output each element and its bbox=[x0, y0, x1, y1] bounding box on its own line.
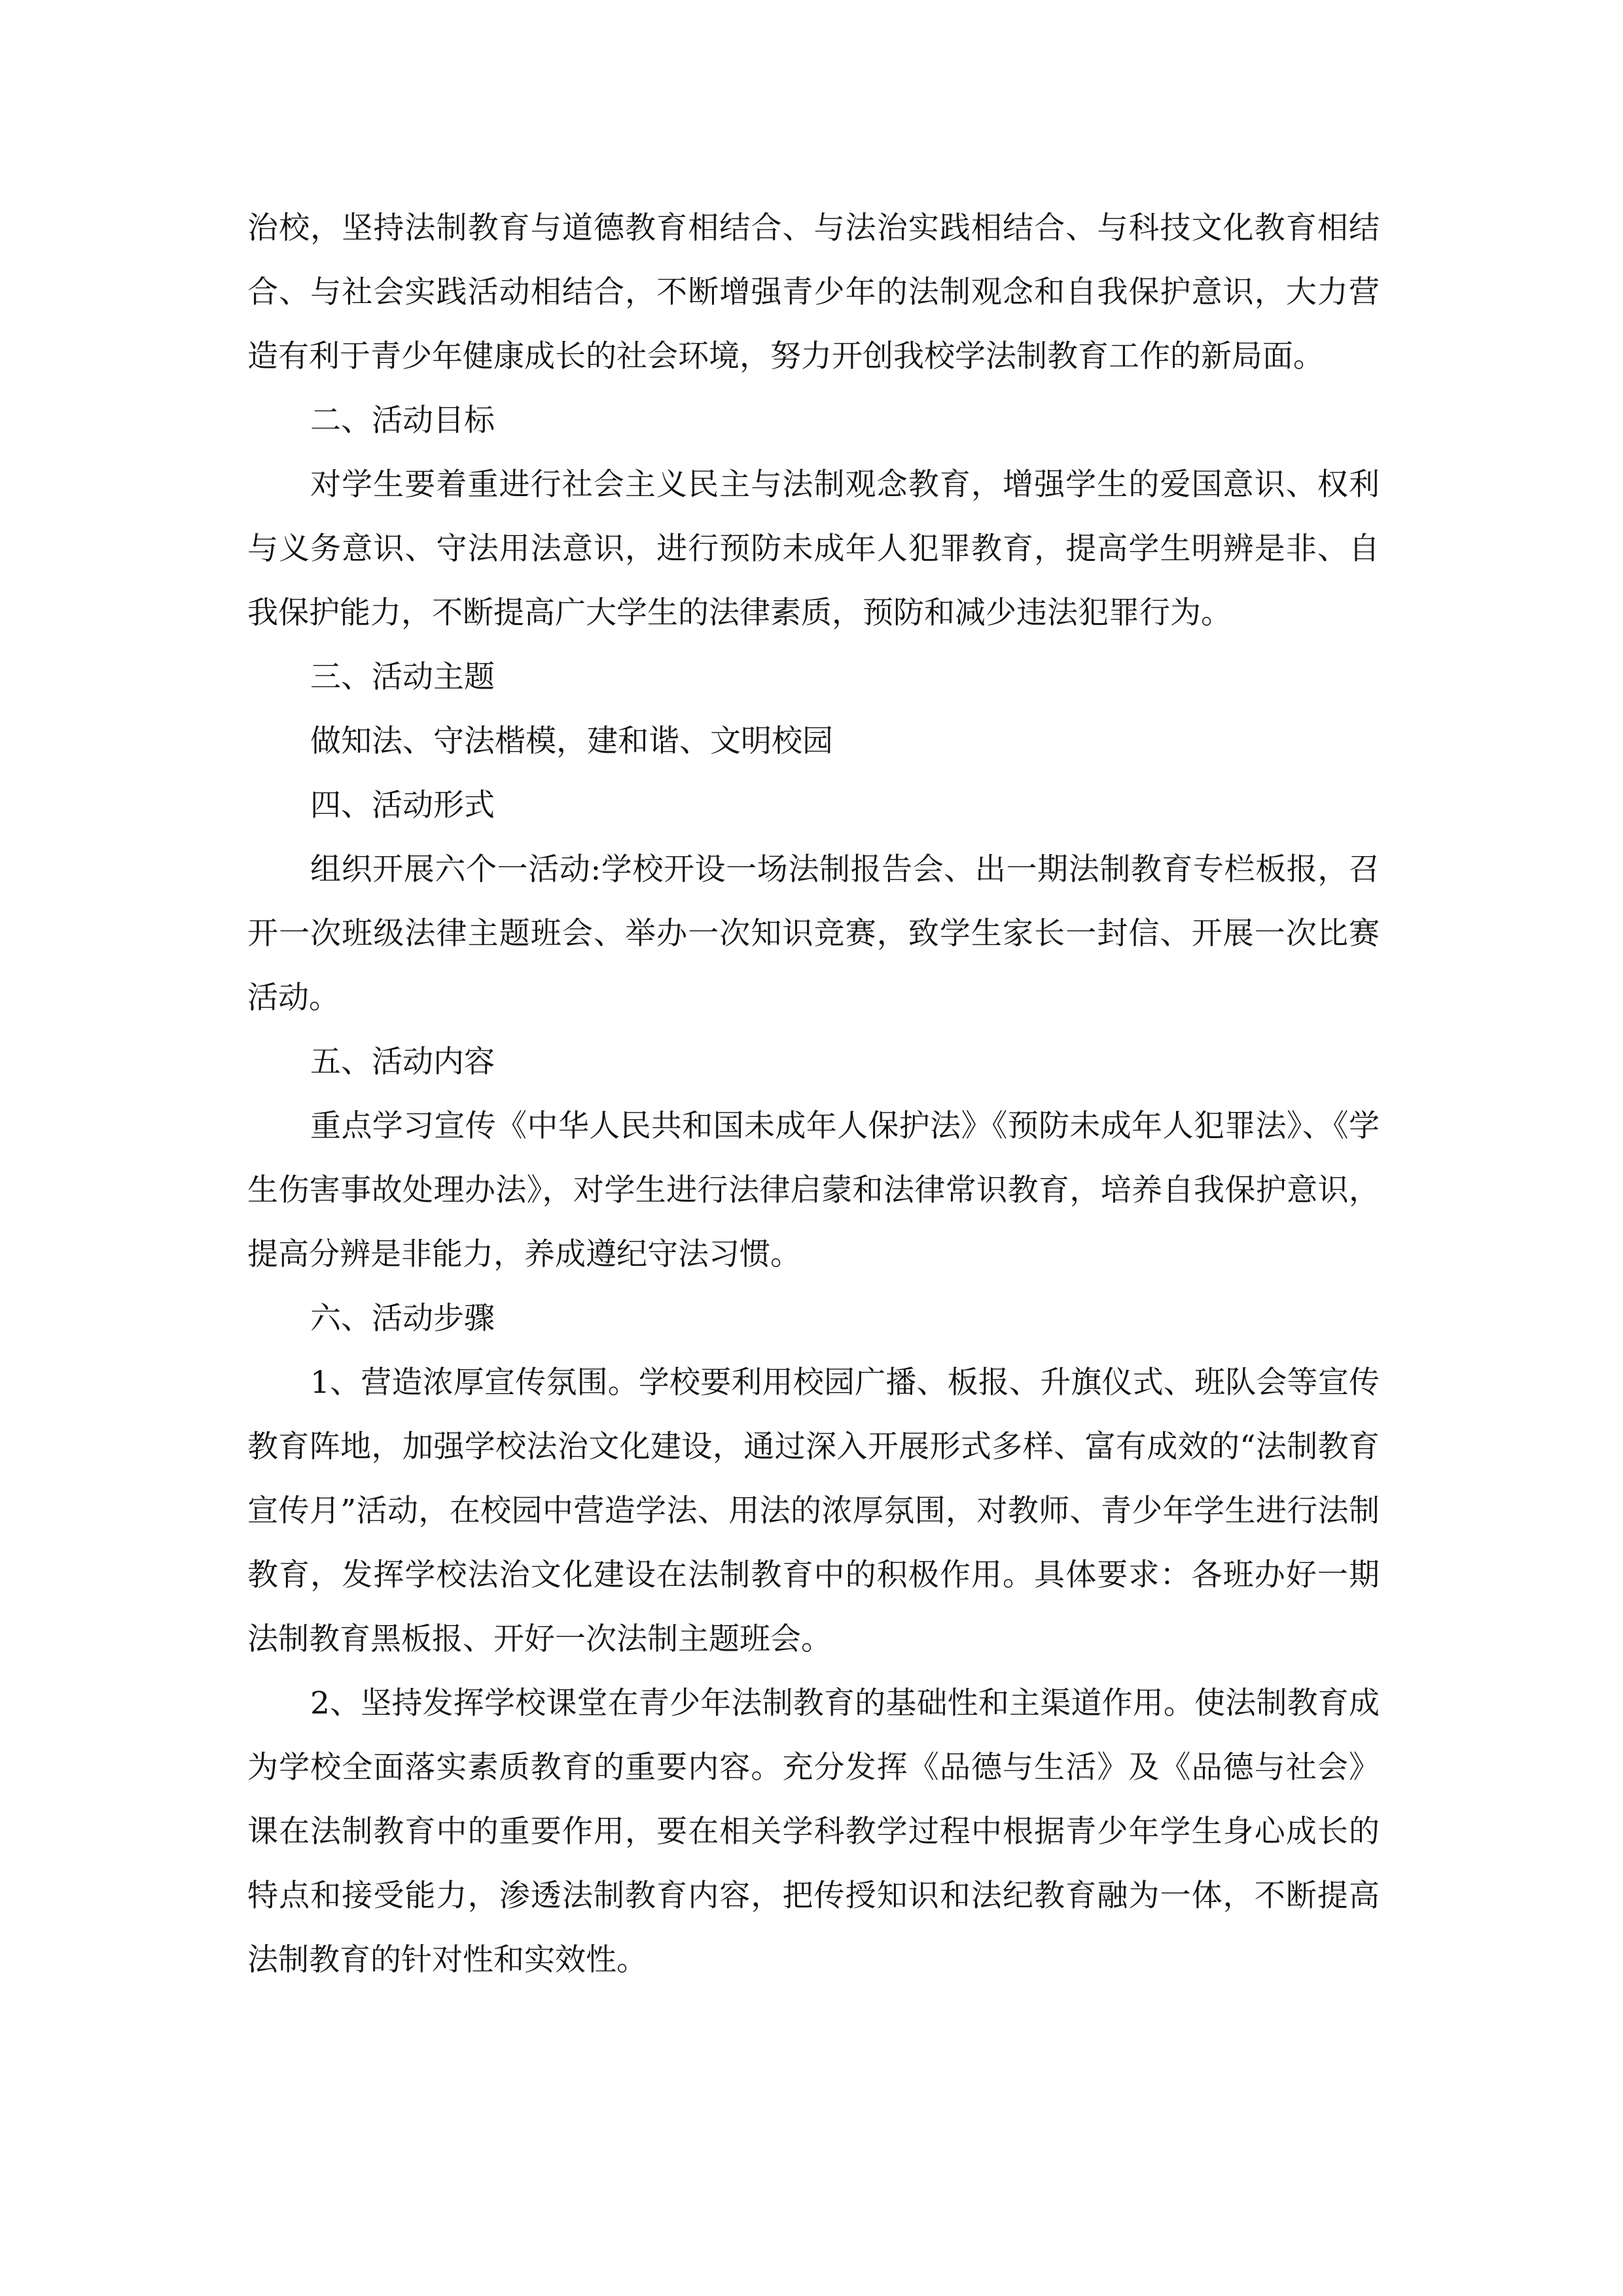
paragraph-activity-form: 组织开展六个一活动:学校开设一场法制报告会、出一期法制教育专栏板报，召开一次班级法律主题班会、举办一次知识竞赛，致学生家长一封信、开展一次比赛活动。 bbox=[247, 852, 1380, 1016]
paragraph-step-2: 2、坚持发挥学校课堂在青少年法制教育的基础性和主渠道作用。使法制教育成为学校全面落实素质教育的重要内容。充分发挥《品德与生活》及《品德与社会》课在法制教育中的重要作用，要在相关学科教学过程中根据青少年学生身心成长的特点和接受能力，渗透法制教育内容，把传授知识和法纪教育融为一体，不断提高法制教育的针对性和实效性。 bbox=[247, 1685, 1380, 1978]
heading-activity-steps: 六、活动步骤 bbox=[310, 1300, 495, 1336]
heading-activity-goals: 二、活动目标 bbox=[310, 403, 495, 439]
paragraph-activity-goals: 对学生要着重进行社会主义民主与法制观念教育，增强学生的爱国意识、权利与义务意识、守法用法意识，进行预防未成年人犯罪教育，提高学生明辨是非、自我保护能力，不断提高广大学生的法律素质，预防和减少违法犯罪行为。 bbox=[247, 467, 1380, 631]
heading-activity-form: 四、活动形式 bbox=[310, 787, 495, 823]
paragraph-activity-theme: 做知法、守法楷模，建和谐、文明校园 bbox=[310, 723, 833, 759]
paragraph-activity-content: 重点学习宣传《中华人民共和国未成年人保护法》《预防未成年人犯罪法》、《学生伤害事故处理办法》，对学生进行法律启蒙和法律常识教育，培养自我保护意识，提高分辨是非能力，养成遵纪守法习惯。 bbox=[247, 1108, 1380, 1272]
heading-activity-theme: 三、活动主题 bbox=[310, 659, 495, 695]
heading-activity-content: 五、活动内容 bbox=[310, 1044, 495, 1080]
paragraph-step-1: 1、营造浓厚宣传氛围。学校要利用校园广播、板报、升旗仪式、班队会等宣传教育阵地，加强学校法治文化建设，通过深入开展形式多样、富有成效的“法制教育宣传月”活动，在校园中营造学法、用法的浓厚氛围，对教师、青少年学生进行法制教育，发挥学校法治文化建设在法制教育中的积极作用。具体要求：各班办好一期法制教育黑板报、开好一次法制主题班会。 bbox=[247, 1365, 1380, 1657]
paragraph-intro-continued: 治校，坚持法制教育与道德教育相结合、与法治实践相结合、与科技文化教育相结合、与社会实践活动相结合，不断增强青少年的法制观念和自我保护意识，大力营造有利于青少年健康成长的社会环境，努力开创我校学法制教育工作的新局面。 bbox=[247, 210, 1380, 374]
document-page bbox=[247, 196, 1380, 1992]
